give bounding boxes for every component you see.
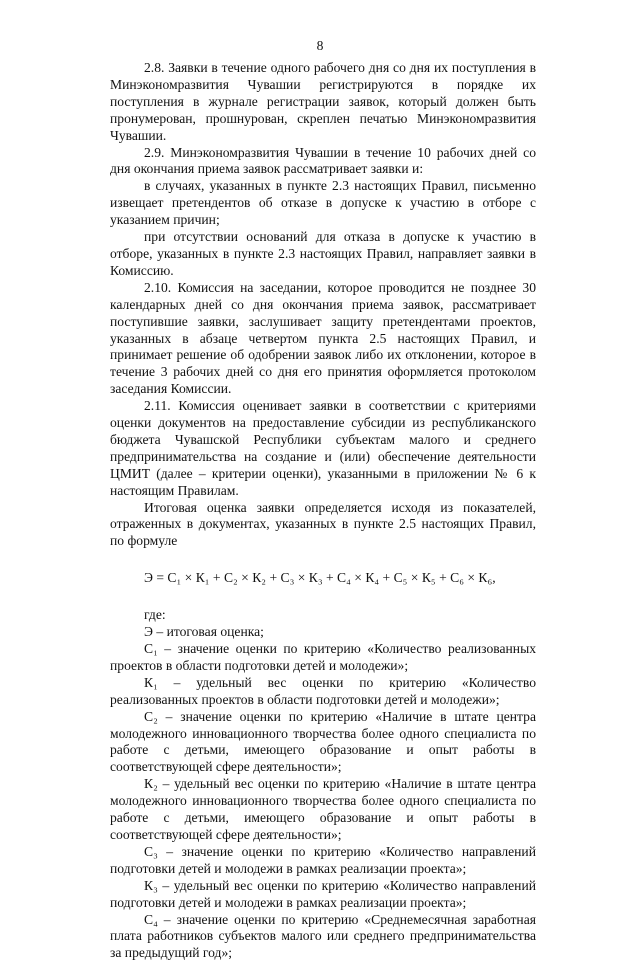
score-formula: Э = С₁ × К₁ + С₂ × К₂ + С₃ × К₃ + С₄ × К₄ + С₅ × К₅ + С₆ × К₆, (110, 570, 536, 587)
definition-c3: С₃ – значение оценки по критерию «Количество направлений подготовки детей и молодежи в рамках реализации проекта»; (110, 844, 536, 878)
definition-k2: К₂ – удельный вес оценки по критерию «Наличие в штате центра молодежного инновационного творчества более одного специалиста по работе с детьми, имеющего образование и опыт работы в соответствующей сфере деятельности»; (110, 776, 536, 844)
definition-e: Э – итоговая оценка; (110, 624, 536, 641)
definition-k1: К₁ – удельный вес оценки по критерию «Количество реализованных проектов в области подготовки детей и молодежи»; (110, 675, 536, 709)
paragraph-2-11: 2.11. Комиссия оценивает заявки в соответствии с критериями оценки документов на предоставление субсидии из республиканского бюджета Чувашской Республики субъектам малого и среднего предпринимательства на создание и (или) обеспечение деятельности ЦМИТ (далее – критерии оценки), указанными в приложении № 6 к настоящим Правилам. (110, 398, 536, 499)
paragraph-total-score: Итоговая оценка заявки определяется исходя из показателей, отраженных в документах, указанных в пункте 2.5 настоящих Правил, по формуле (110, 500, 536, 551)
definition-c1: С₁ – значение оценки по критерию «Количество реализованных проектов в области подготовки детей и молодежи»; (110, 641, 536, 675)
paragraph-2-8: 2.8. Заявки в течение одного рабочего дня со дня их поступления в Минэкономразвития Чувашии регистрируются в порядке их поступления в журнале регистрации заявок, который должен быть пронумерован, прошнурован, скреплен печатью Минэкономразвития Чувашии. (110, 60, 536, 145)
paragraph-2-9: 2.9. Минэкономразвития Чувашии в течение 10 рабочих дней со дня окончания приема заявок рассматривает заявки и: (110, 145, 536, 179)
page-number: 8 (0, 38, 640, 55)
paragraph-2-9-forward: при отсутствии оснований для отказа в допуске к участию в отборе, указанных в пункте 2.3 настоящих Правил, направляет заявки в Комиссию. (110, 229, 536, 280)
definition-c4: С₄ – значение оценки по критерию «Среднемесячная заработная плата работников субъектов малого или среднего предпринимательства за предыдущий год»; (110, 912, 536, 962)
definition-c2: С₂ – значение оценки по критерию «Наличие в штате центра молодежного инновационного творчества более одного специалиста по работе с детьми, имеющего образование и опыт работы в соответствующей сфере деятельности»; (110, 709, 536, 777)
definition-k3: К₃ – удельный вес оценки по критерию «Количество направлений подготовки детей и молодежи в рамках реализации проекта»; (110, 878, 536, 912)
paragraph-2-10: 2.10. Комиссия на заседании, которое проводится не позднее 30 календарных дней со дня окончания приема заявок, рассматривает поступившие заявки, заслушивает защиту претендентами проектов, указанных в абзаце четвертом пункта 2.5 настоящих Правил, и принимает решение об одобрении заявок либо их отклонении, которое в течение 3 рабочих дней со дня его принятия оформляется протоколом заседания Комиссии. (110, 280, 536, 398)
definition-where: где: (110, 607, 536, 624)
document-body (110, 60, 536, 962)
paragraph-2-9-refusal: в случаях, указанных в пункте 2.3 настоящих Правил, письменно извещает претендентов об отказе в допуске к участию в отборе с указанием причин; (110, 178, 536, 229)
